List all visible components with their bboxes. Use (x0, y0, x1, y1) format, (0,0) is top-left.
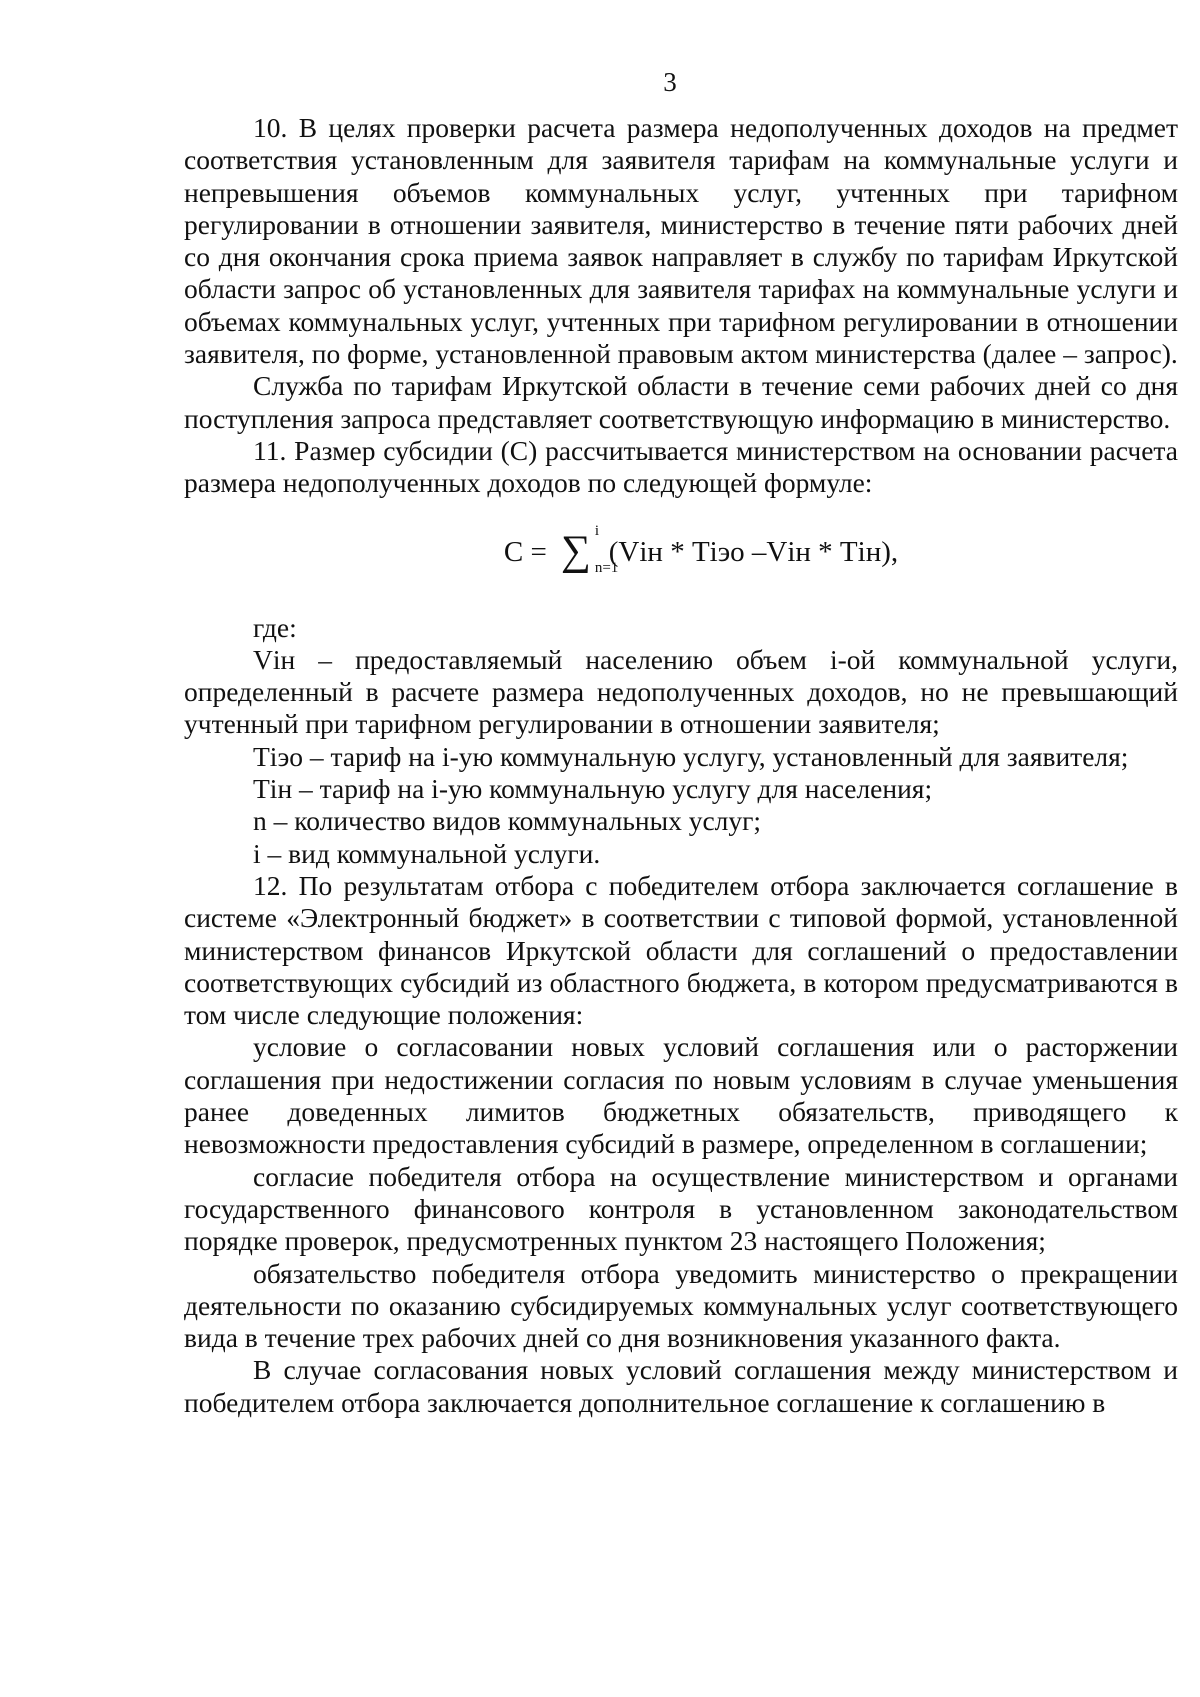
paragraph-tariff-service: Служба по тарифам Иркутской области в течение семи рабочих дней со дня поступления запроса представляет соответствующую информацию в министерство. (184, 370, 1178, 434)
sum-symbol (560, 522, 619, 576)
definition-n: n – количество видов коммунальных услуг; (253, 805, 762, 837)
definition-tin: Тін – тариф на і-ую коммунальную услугу для населения; (253, 773, 933, 805)
paragraph-12: 12. По результатам отбора с победителем отбора заключается соглашение в системе «Электронный бюджет» в соответствии с типовой формой, установленной министерством финансов Иркутской области для соглашений о предоставлении соответствующих субсидий из областного бюджета, в котором предусматриваются в том числе следующие положения: (184, 869, 1178, 1031)
formula-expression: (Vін * Тіэо –Vін * Тін), (608, 536, 899, 569)
provision-termination: условие о согласовании новых условий соглашения или о расторжении соглашения при недостижении согласия по новым условиям в случае уменьшения ранее доведенных лимитов бюджетных обязательств, приводящего к невозможности предоставления субсидий в размере, определенном в соглашении; (184, 1031, 1178, 1160)
page-number: 3 (663, 67, 677, 97)
provision-consent: согласие победителя отбора на осуществление министерством и органами государственного финансового контроля в установленном законодательством порядке проверок, предусмотренных пунктом 23 настоящего Положения; (184, 1160, 1178, 1257)
formula-lhs: С = (503, 536, 547, 569)
where-label: где: (253, 611, 297, 643)
sigma-glyph: ∑ (560, 527, 591, 574)
paragraph-additional-agreement: В случае согласования новых условий соглашения между министерством и победителем отбора заключается дополнительное соглашение к соглашению в (184, 1354, 1178, 1418)
definition-vin: Vін – предоставляемый населению объем і-ой коммунальной услуги, определенный в расчете размера недополученных доходов, но не превышающий учтенный при тарифном регулировании в отношении заявителя; (184, 643, 1178, 740)
paragraph-10: 10. В целях проверки расчета размера недополученных доходов на предмет соответствия установленным для заявителя тарифам на коммунальные услуги и непревышения объемов коммунальных услуг, учтенных при тарифном регулировании в отношении заявителя, министерство в течение пяти рабочих дней со дня окончания срока приема заявок направляет в службу по тарифам Иркутской области запрос об установленных для заявителя тарифах на коммунальные услуги и объемах коммунальных услуг, учтенных при тарифном регулировании в отношении заявителя, по форме, установленной правовым актом министерства (далее – запрос). (184, 112, 1178, 370)
definition-i: і – вид коммунальной услуги. (253, 837, 601, 869)
definition-tieo: Тіэо – тариф на і-ую коммунальную услугу, установленный для заявителя; (253, 740, 1129, 772)
paragraph-11: 11. Размер субсидии (С) рассчитывается министерством на основании расчета размера недополученных доходов по следующей формуле: (184, 434, 1178, 499)
sum-lower-limit: n=1 (594, 559, 619, 576)
sum-upper-limit: i (594, 522, 599, 539)
subsidy-formula (184, 500, 1178, 606)
document-body (184, 112, 1178, 1419)
provision-notification: обязательство победителя отбора уведомить министерство о прекращении деятельности по оказанию субсидируемых коммунальных услуг соответствующего вида в течение трех рабочих дней со дня возникновения указанного факта. (184, 1257, 1178, 1354)
